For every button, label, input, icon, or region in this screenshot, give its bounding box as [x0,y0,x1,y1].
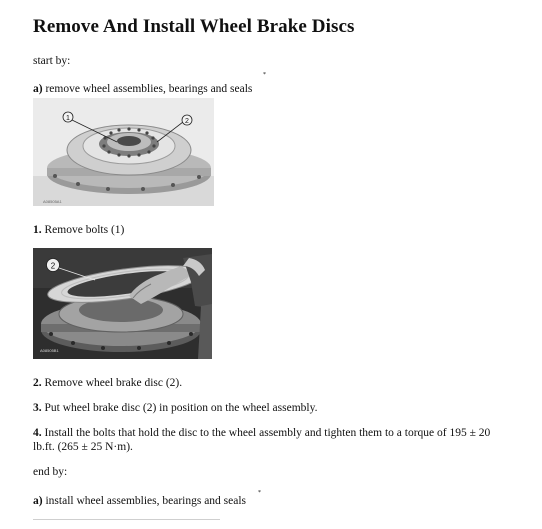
figure-brake-disc [33,248,212,359]
end-step-marker: a) [33,495,43,507]
brake-disc-photo [33,248,212,359]
end-step [33,494,246,508]
figure1-callout-2: 2 [185,118,189,125]
figure2-callout-2: 2 [50,261,56,271]
figure1-callout-1: 1 [66,115,70,122]
start-step-text: remove wheel assemblies, bearings and seals [42,83,253,95]
end-by-label: end by: [33,466,68,478]
step-2 [33,376,182,390]
figure-wheel-hub [33,98,214,206]
step-3-text: Put wheel brake disc (2) in position on the wheel assembly. [41,402,318,414]
step-4-number: 4. [33,427,42,439]
step-4 [33,426,503,454]
footer-divider [33,519,220,520]
step-1 [33,223,124,237]
figure1-code: A08505A1 [43,199,62,204]
footnote-mark-end: * [258,490,261,496]
figure2-code: A08505B1 [40,348,59,353]
step-3-number: 3. [33,402,42,414]
step-2-text: Remove wheel brake disc (2). [41,377,183,389]
footnote-mark-start: * [263,72,266,78]
step-2-number: 2. [33,377,42,389]
wheel-hub-photo [33,98,214,206]
step-4-text: Install the bolts that hold the disc to the wheel assembly and tighten them to a torque of 195 ± 20 lb.ft. (265 ± 25 N·m). [33,427,491,453]
step-1-number: 1. [33,224,42,236]
start-by-label: start by: [33,55,71,67]
page-title: Remove And Install Wheel Brake Discs [33,16,355,37]
start-step [33,82,252,96]
step-3 [33,401,317,415]
end-step-text: install wheel assemblies, bearings and seals [42,495,247,507]
step-1-text: Remove bolts (1) [41,224,125,236]
start-step-marker: a) [33,83,43,95]
